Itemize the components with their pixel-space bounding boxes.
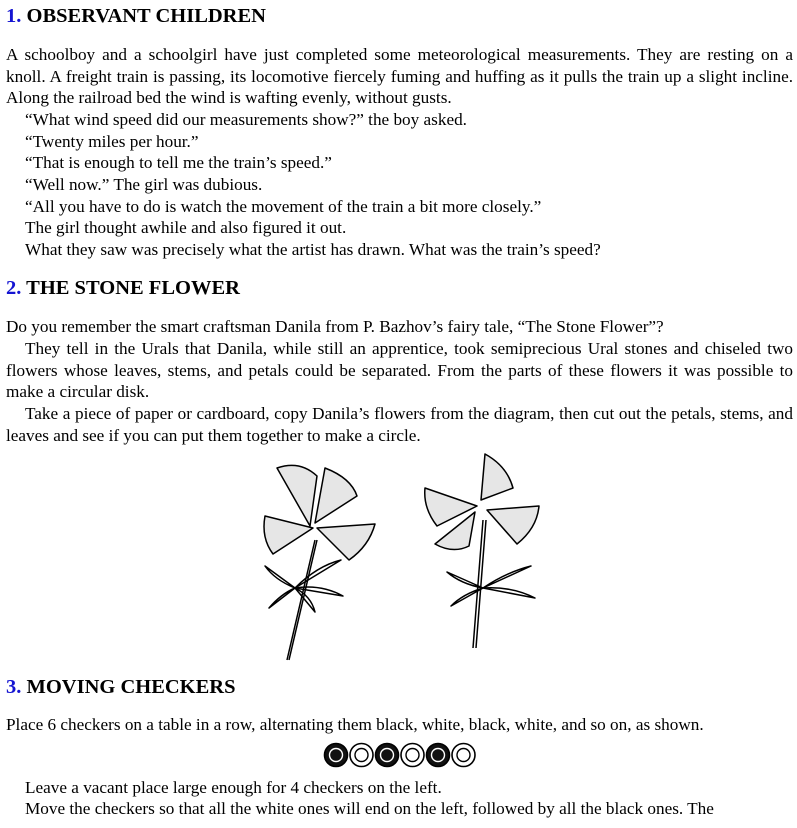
- petal: [277, 465, 317, 526]
- checker-white: [452, 744, 475, 767]
- checker-white: [350, 744, 373, 767]
- stem: [287, 540, 315, 660]
- section-2-paragraph: They tell in the Urals that Danila, while still an apprentice, took semiprecious Ural stones and chiseled two flowers whose leaves, stems, and petals could be separated. From the parts of these flowers it was possible to make a circular disk.: [6, 339, 793, 402]
- leaf: [483, 588, 535, 598]
- petal: [481, 454, 513, 500]
- dialogue-line: “All you have to do is watch the movement of the train a bit more closely.”: [25, 197, 542, 216]
- section-title: OBSERVANT CHILDREN: [26, 5, 266, 27]
- petal: [264, 516, 313, 554]
- section-1-heading: [6, 3, 266, 29]
- checker-black: [376, 744, 399, 767]
- leaf: [295, 560, 341, 588]
- section-3-line: Move the checkers so that all the white ones will end on the left, followed by all the black ones. The: [25, 799, 714, 818]
- dialogue-line: “That is enough to tell me the train’s speed.”: [25, 153, 332, 172]
- section-2-heading: [6, 275, 240, 301]
- checker-white: [401, 744, 424, 767]
- question-line: What they saw was precisely what the artist has drawn. What was the train’s speed?: [25, 240, 601, 259]
- stone-flowers-illustration: [255, 448, 555, 663]
- dialogue-line: The girl thought awhile and also figured it out.: [25, 218, 347, 237]
- section-title: MOVING CHECKERS: [26, 676, 236, 698]
- dialogue-line: “Twenty miles per hour.”: [25, 132, 199, 151]
- section-2-intro: Do you remember the smart craftsman Danila from P. Bazhov’s fairy tale, “The Stone Flower”?: [6, 317, 664, 336]
- checkers-row: [322, 741, 482, 769]
- checker-black: [325, 744, 348, 767]
- stem: [289, 540, 317, 660]
- section-number: 1.: [6, 5, 22, 27]
- dialogue-line: “Well now.” The girl was dubious.: [25, 175, 263, 194]
- section-1-paragraph: A schoolboy and a schoolgirl have just completed some meteorological measurements. They are resting on a knoll. A freight train is passing, its locomotive fiercely fuming and huffing as it pulls the train up a slight incline. Along the railroad bed the wind is wafting evenly, without gusts.: [6, 45, 793, 108]
- checker-black: [427, 744, 450, 767]
- leaf: [483, 566, 531, 588]
- petal: [315, 468, 357, 523]
- leaf: [265, 566, 295, 588]
- section-number: 3.: [6, 676, 22, 698]
- section-3-heading: [6, 674, 236, 700]
- leaf: [269, 588, 295, 608]
- leaf: [451, 588, 483, 606]
- section-title: THE STONE FLOWER: [26, 277, 240, 299]
- petal: [317, 524, 375, 560]
- dialogue-line: “What wind speed did our measurements show?” the boy asked.: [25, 110, 467, 129]
- section-3-line: Leave a vacant place large enough for 4 checkers on the left.: [25, 778, 442, 797]
- left-flower: [264, 465, 375, 660]
- section-2-instructions: Take a piece of paper or cardboard, copy Danila’s flowers from the diagram, then cut out the petals, stems, and leaves and see if you can put them together to make a circle.: [6, 404, 793, 445]
- right-flower: [425, 454, 539, 648]
- petal: [487, 506, 539, 544]
- section-number: 2.: [6, 277, 22, 299]
- section-3-intro: Place 6 checkers on a table in a row, alternating them black, white, black, white, and so on, as shown.: [6, 715, 704, 734]
